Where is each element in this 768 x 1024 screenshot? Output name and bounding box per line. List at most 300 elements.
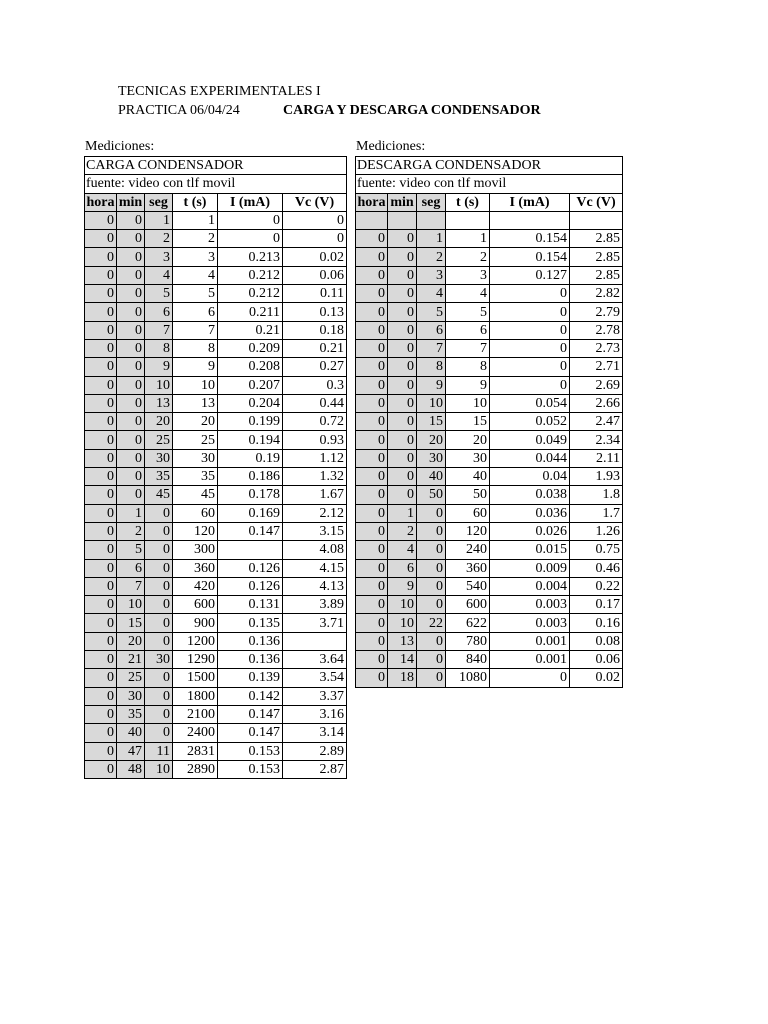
table-cell: 1 (145, 211, 173, 229)
table-cell: 0 (117, 486, 145, 504)
table-cell (283, 632, 347, 650)
table-cell: 0.178 (218, 486, 283, 504)
table-cell: 0 (85, 358, 117, 376)
table-row (85, 541, 347, 559)
table-cell: 300 (173, 541, 218, 559)
table-cell: 35 (145, 468, 173, 486)
table-row (85, 504, 347, 522)
table-cell: 30 (117, 687, 145, 705)
table-cell: 0 (85, 577, 117, 595)
table-cell: 22 (417, 614, 446, 632)
table-cell: 2 (417, 248, 446, 266)
table-cell: 3 (446, 266, 490, 284)
table-cell: 780 (446, 632, 490, 650)
table-cell: 360 (446, 559, 490, 577)
table-row (85, 724, 347, 742)
table-cell: 2.89 (283, 742, 347, 760)
table-cell: 0 (85, 449, 117, 467)
table-cell: 6 (388, 559, 417, 577)
table-cell: 0.21 (218, 321, 283, 339)
table-cell: 0 (85, 504, 117, 522)
table-cell: 0 (117, 321, 145, 339)
table-cell: 0 (85, 522, 117, 540)
table-cell: 0 (356, 486, 388, 504)
descarga-column-header: hora (357, 194, 386, 210)
table-row (85, 468, 347, 486)
table-cell: 0.212 (218, 266, 283, 284)
table-row (85, 230, 347, 248)
table-cell: 45 (173, 486, 218, 504)
table-cell (490, 211, 570, 229)
table-cell: 0 (388, 266, 417, 284)
table-cell: 0 (145, 559, 173, 577)
table-cell: 0 (356, 468, 388, 486)
table-cell: 0.153 (218, 742, 283, 760)
table-cell: 0.015 (490, 541, 570, 559)
table-cell: 25 (145, 431, 173, 449)
table-cell: 1.12 (283, 449, 347, 467)
table-cell: 0.208 (218, 358, 283, 376)
table-cell: 0 (388, 339, 417, 357)
table-cell: 47 (117, 742, 145, 760)
table-cell: 2.85 (570, 266, 623, 284)
descarga-table (355, 156, 623, 688)
table-cell: 30 (173, 449, 218, 467)
table-cell: 540 (446, 577, 490, 595)
table-cell: 0 (356, 669, 388, 687)
table-cell: 18 (388, 669, 417, 687)
table-cell: 2.34 (570, 431, 623, 449)
table-cell: 50 (446, 486, 490, 504)
table-cell: 0 (117, 431, 145, 449)
table-cell: 0 (356, 504, 388, 522)
table-cell: 30 (417, 449, 446, 467)
table-cell: 9 (145, 358, 173, 376)
table-cell: 0 (490, 339, 570, 357)
table-row (85, 760, 347, 778)
table-cell: 2 (173, 230, 218, 248)
table-cell: 0 (417, 669, 446, 687)
table-cell: 15 (117, 614, 145, 632)
table-cell: 0 (490, 358, 570, 376)
table-cell (356, 211, 388, 229)
table-row (85, 614, 347, 632)
table-cell: 0 (356, 413, 388, 431)
table-cell: 0.139 (218, 669, 283, 687)
table-cell: 6 (173, 303, 218, 321)
table-row (356, 632, 623, 650)
table-cell: 0.17 (570, 596, 623, 614)
table-cell: 10 (117, 596, 145, 614)
table-cell: 0.049 (490, 431, 570, 449)
table-cell: 0.001 (490, 651, 570, 669)
table-cell: 2 (388, 522, 417, 540)
table-cell: 0.038 (490, 486, 570, 504)
table-cell: 0 (356, 376, 388, 394)
table-cell: 120 (446, 522, 490, 540)
table-cell: 0.75 (570, 541, 623, 559)
table-cell: 6 (117, 559, 145, 577)
table-cell: 0 (117, 248, 145, 266)
table-row (85, 358, 347, 376)
descarga-column-header: t (s) (446, 193, 490, 211)
table-cell: 0 (490, 376, 570, 394)
table-cell: 360 (173, 559, 218, 577)
table-cell: 0.3 (283, 376, 347, 394)
table-cell: 35 (117, 705, 145, 723)
table-row (85, 413, 347, 431)
table-row (85, 303, 347, 321)
table-row (356, 522, 623, 540)
table-cell: 0.18 (283, 321, 347, 339)
table-cell: 0.127 (490, 266, 570, 284)
table-cell: 0 (388, 431, 417, 449)
table-cell: 0 (356, 522, 388, 540)
table-cell: 0.13 (283, 303, 347, 321)
table-cell: 15 (417, 413, 446, 431)
table-row (356, 266, 623, 284)
table-cell: 0 (85, 394, 117, 412)
table-cell: 0 (85, 248, 117, 266)
table-cell: 9 (417, 376, 446, 394)
table-cell: 40 (417, 468, 446, 486)
table-cell: 0.054 (490, 394, 570, 412)
table-row (85, 577, 347, 595)
table-cell: 15 (446, 413, 490, 431)
table-cell: 0 (85, 486, 117, 504)
carga-column-header: t (s) (173, 193, 218, 211)
table-cell: 0.22 (570, 577, 623, 595)
table-cell: 2 (117, 522, 145, 540)
table-row (356, 358, 623, 376)
table-row (85, 285, 347, 303)
table-cell: 0 (417, 522, 446, 540)
table-row (85, 266, 347, 284)
table-cell: 0 (85, 321, 117, 339)
carga-table-body (85, 193, 347, 779)
table-cell: 0.16 (570, 614, 623, 632)
table-cell: 0 (145, 522, 173, 540)
table-cell: 4.08 (283, 541, 347, 559)
table-cell: 0 (417, 596, 446, 614)
table-row (85, 596, 347, 614)
table-cell: 1 (117, 504, 145, 522)
table-cell: 45 (145, 486, 173, 504)
table-cell: 9 (446, 376, 490, 394)
table-cell: 0 (145, 687, 173, 705)
table-cell: 10 (145, 376, 173, 394)
table-cell: 0 (145, 632, 173, 650)
table-cell: 0 (417, 559, 446, 577)
table-cell: 420 (173, 577, 218, 595)
table-cell: 0 (490, 321, 570, 339)
table-cell: 0.209 (218, 339, 283, 357)
table-cell: 0 (85, 339, 117, 357)
table-cell: 0 (85, 651, 117, 669)
table-row (356, 504, 623, 522)
table-cell: 2.71 (570, 358, 623, 376)
table-cell: 0.27 (283, 358, 347, 376)
table-cell: 0.211 (218, 303, 283, 321)
table-cell: 0 (356, 321, 388, 339)
table-cell: 0 (356, 449, 388, 467)
table-cell: 3.16 (283, 705, 347, 723)
carga-column-header: seg (145, 193, 173, 211)
table-cell: 25 (117, 669, 145, 687)
table-cell: 4.13 (283, 577, 347, 595)
table-row (85, 486, 347, 504)
table-cell: 20 (446, 431, 490, 449)
descarga-column-header: seg (417, 193, 446, 211)
table-cell: 0.154 (490, 230, 570, 248)
table-cell: 20 (173, 413, 218, 431)
table-cell: 0.003 (490, 596, 570, 614)
descarga-mediciones-label: Mediciones: (356, 139, 426, 154)
table-cell: 0 (145, 541, 173, 559)
carga-column-header: Vc (V) (283, 193, 347, 211)
table-cell: 0 (85, 431, 117, 449)
table-cell: 5 (145, 285, 173, 303)
table-cell: 0 (117, 394, 145, 412)
table-cell: 2.47 (570, 413, 623, 431)
carga-table-title: CARGA CONDENSADOR (85, 157, 347, 175)
table-cell: 0.19 (218, 449, 283, 467)
table-row (85, 669, 347, 687)
table-cell: 0 (417, 651, 446, 669)
table-cell: 1.7 (570, 504, 623, 522)
carga-column-header: min (117, 193, 145, 211)
table-cell: 3.37 (283, 687, 347, 705)
table-cell: 0 (85, 705, 117, 723)
table-cell: 0 (145, 504, 173, 522)
table-cell: 11 (145, 742, 173, 760)
table-cell: 2400 (173, 724, 218, 742)
table-cell: 8 (446, 358, 490, 376)
table-cell: 20 (145, 413, 173, 431)
table-cell: 1.32 (283, 468, 347, 486)
table-row (356, 321, 623, 339)
carga-table-source: fuente: video con tlf movil (85, 175, 347, 193)
table-cell: 0 (356, 559, 388, 577)
table-cell: 14 (388, 651, 417, 669)
table-row (85, 632, 347, 650)
table-cell: 0.169 (218, 504, 283, 522)
table-row (356, 577, 623, 595)
table-cell: 0.204 (218, 394, 283, 412)
table-cell: 3 (145, 248, 173, 266)
table-cell: 3.14 (283, 724, 347, 742)
table-cell: 0 (356, 632, 388, 650)
table-cell: 0 (85, 742, 117, 760)
table-cell: 0 (85, 632, 117, 650)
table-cell: 0 (117, 358, 145, 376)
table-cell: 0 (356, 541, 388, 559)
table-cell: 0 (85, 303, 117, 321)
table-cell: 0 (356, 431, 388, 449)
table-row (85, 449, 347, 467)
table-row (356, 468, 623, 486)
table-row (85, 651, 347, 669)
carga-mediciones-label: Mediciones: (85, 139, 155, 154)
table-cell: 0 (283, 211, 347, 229)
table-row (85, 522, 347, 540)
table-cell: 0 (117, 468, 145, 486)
table-cell: 2.69 (570, 376, 623, 394)
table-cell (417, 211, 446, 229)
table-row (85, 339, 347, 357)
table-cell: 1 (388, 504, 417, 522)
table-cell: 0.02 (283, 248, 347, 266)
table-row (356, 413, 623, 431)
table-cell: 0 (85, 614, 117, 632)
table-cell: 0.126 (218, 577, 283, 595)
table-row (356, 559, 623, 577)
table-cell: 1290 (173, 651, 218, 669)
table-cell: 8 (417, 358, 446, 376)
table-cell: 0.11 (283, 285, 347, 303)
table-cell: 0 (356, 614, 388, 632)
table-cell: 9 (173, 358, 218, 376)
table-cell: 4 (417, 285, 446, 303)
table-cell: 0 (117, 376, 145, 394)
table-cell: 0 (356, 248, 388, 266)
table-cell: 0.052 (490, 413, 570, 431)
table-row (85, 431, 347, 449)
table-cell: 0 (388, 230, 417, 248)
table-cell: 0 (490, 285, 570, 303)
table-cell: 0.036 (490, 504, 570, 522)
table-cell: 3.64 (283, 651, 347, 669)
table-row (356, 651, 623, 669)
table-cell: 2.85 (570, 230, 623, 248)
descarga-table-body (356, 193, 623, 687)
table-row (356, 230, 623, 248)
table-row (356, 596, 623, 614)
table-cell: 0 (117, 211, 145, 229)
table-cell: 0 (356, 577, 388, 595)
table-cell: 0.194 (218, 431, 283, 449)
table-cell: 0 (145, 669, 173, 687)
table-cell: 6 (145, 303, 173, 321)
table-cell: 0.126 (218, 559, 283, 577)
table-cell: 0 (388, 303, 417, 321)
table-cell: 0 (356, 651, 388, 669)
table-row (85, 211, 347, 229)
table-cell: 0 (356, 358, 388, 376)
table-cell: 4.15 (283, 559, 347, 577)
table-cell: 0 (417, 577, 446, 595)
table-cell: 2.12 (283, 504, 347, 522)
table-cell: 6 (446, 321, 490, 339)
table-cell (570, 211, 623, 229)
table-cell: 0.213 (218, 248, 283, 266)
table-row (85, 394, 347, 412)
table-cell: 1.93 (570, 468, 623, 486)
table-cell: 48 (117, 760, 145, 778)
table-cell: 50 (417, 486, 446, 504)
page-title: CARGA Y DESCARGA CONDENSADOR (283, 103, 541, 118)
table-cell: 1 (173, 211, 218, 229)
table-row (356, 248, 623, 266)
table-cell: 3.71 (283, 614, 347, 632)
table-cell: 0 (388, 285, 417, 303)
table-cell: 0 (117, 339, 145, 357)
table-cell: 30 (446, 449, 490, 467)
table-row (356, 614, 623, 632)
table-cell: 0 (85, 541, 117, 559)
table-cell: 600 (446, 596, 490, 614)
table-cell: 1 (417, 230, 446, 248)
table-row (85, 687, 347, 705)
table-row (85, 376, 347, 394)
table-cell: 0 (388, 248, 417, 266)
table-cell: 20 (117, 632, 145, 650)
table-cell: 20 (417, 431, 446, 449)
table-cell: 0.147 (218, 522, 283, 540)
table-cell: 0.135 (218, 614, 283, 632)
table-cell: 2890 (173, 760, 218, 778)
table-row (356, 541, 623, 559)
table-row (85, 742, 347, 760)
table-cell: 120 (173, 522, 218, 540)
table-cell: 0 (85, 669, 117, 687)
table-cell: 0.003 (490, 614, 570, 632)
table-cell: 0 (85, 413, 117, 431)
table-cell: 0 (117, 449, 145, 467)
table-cell: 0 (85, 687, 117, 705)
table-cell: 0 (85, 285, 117, 303)
table-cell: 0 (388, 358, 417, 376)
descarga-header-row (356, 193, 623, 211)
table-cell: 600 (173, 596, 218, 614)
table-row (356, 431, 623, 449)
table-cell: 0.136 (218, 632, 283, 650)
table-cell: 0 (145, 596, 173, 614)
table-cell: 1200 (173, 632, 218, 650)
table-cell: 0 (85, 596, 117, 614)
table-cell: 3.15 (283, 522, 347, 540)
table-row (85, 321, 347, 339)
table-cell: 1800 (173, 687, 218, 705)
descarga-column-header: min (388, 193, 417, 211)
table-cell: 9 (388, 577, 417, 595)
table-cell: 10 (173, 376, 218, 394)
table-cell: 40 (117, 724, 145, 742)
table-row (356, 394, 623, 412)
table-row (85, 705, 347, 723)
descarga-column-header: Vc (V) (570, 193, 623, 211)
table-cell: 13 (388, 632, 417, 650)
table-cell: 0.009 (490, 559, 570, 577)
table-cell: 2.66 (570, 394, 623, 412)
table-cell: 0 (417, 632, 446, 650)
table-cell: 0 (145, 724, 173, 742)
table-cell: 3 (417, 266, 446, 284)
table-cell: 13 (145, 394, 173, 412)
table-cell: 2.79 (570, 303, 623, 321)
table-cell: 2.78 (570, 321, 623, 339)
table-row (356, 211, 623, 229)
table-cell: 0 (356, 285, 388, 303)
table-cell: 7 (417, 339, 446, 357)
table-cell: 5 (417, 303, 446, 321)
table-cell: 40 (446, 468, 490, 486)
table-cell: 10 (388, 614, 417, 632)
table-cell: 0.21 (283, 339, 347, 357)
table-cell: 7 (446, 339, 490, 357)
table-cell: 7 (117, 577, 145, 595)
table-cell: 10 (388, 596, 417, 614)
